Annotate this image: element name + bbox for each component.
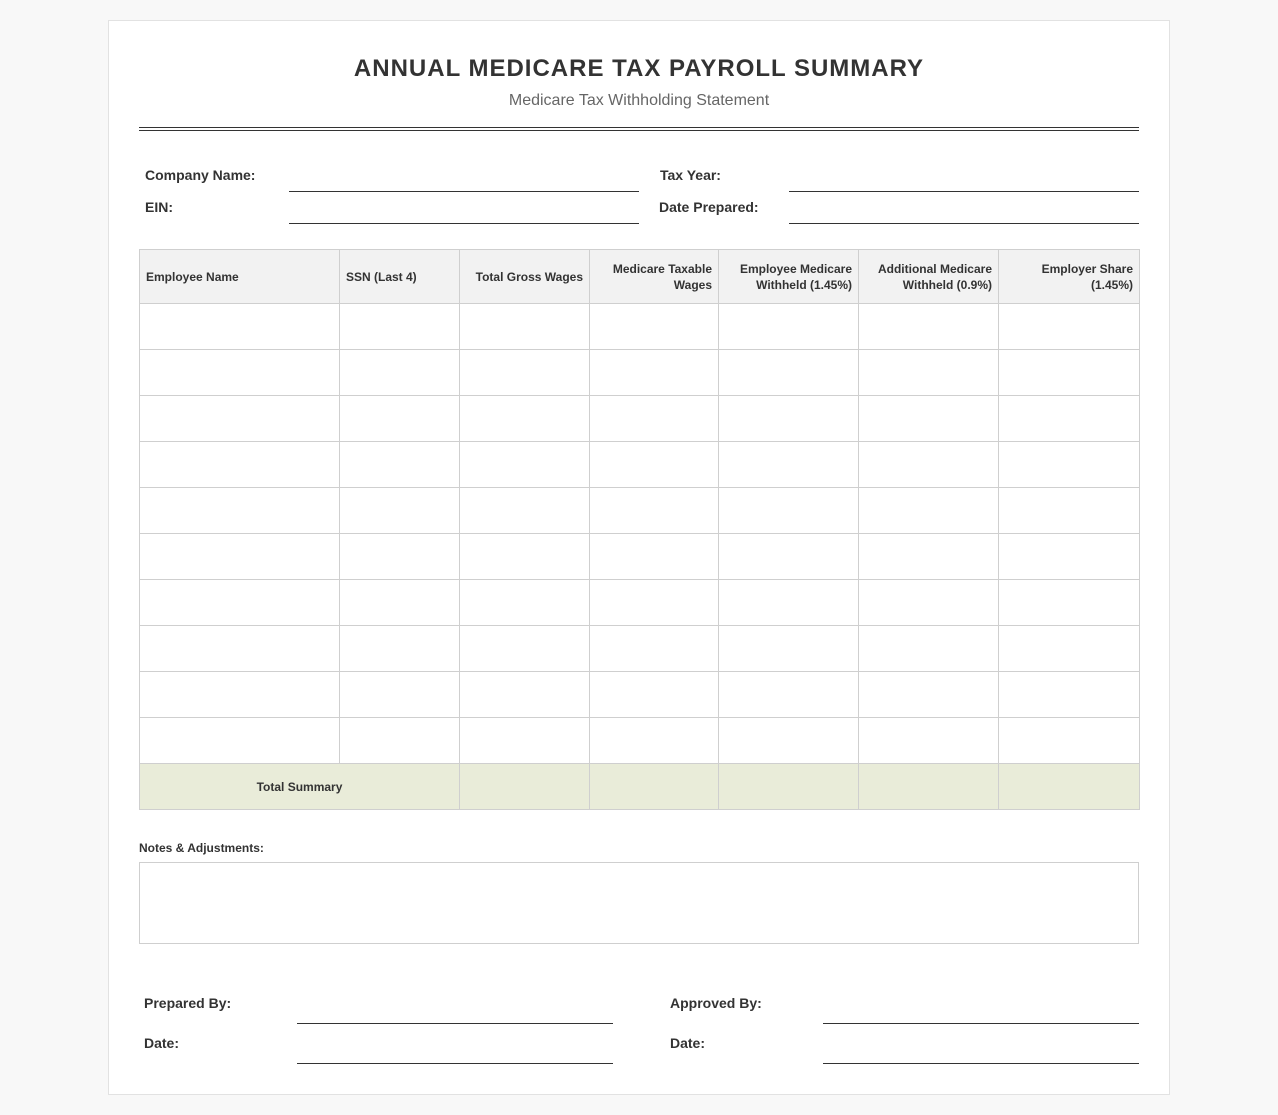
col-ssn-last-4: SSN (Last 4)	[340, 250, 460, 304]
table-row	[140, 626, 1140, 672]
total-summary-row	[140, 764, 1140, 810]
notes-box[interactable]	[139, 862, 1139, 944]
gross-wages-cell[interactable]	[460, 672, 590, 718]
ssn-cell[interactable]	[340, 718, 460, 764]
ein-label: EIN:	[145, 199, 173, 215]
employee-name-cell[interactable]	[140, 580, 340, 626]
prepared-by-label: Prepared By:	[144, 995, 232, 1011]
taxable-wages-cell[interactable]	[590, 304, 719, 350]
additional-medicare-cell[interactable]	[859, 442, 999, 488]
table-row	[140, 580, 1140, 626]
employer-share-cell[interactable]	[999, 350, 1140, 396]
employer-share-cell[interactable]	[999, 442, 1140, 488]
approved-by-label: Approved By:	[670, 995, 762, 1011]
additional-medicare-cell[interactable]	[859, 304, 999, 350]
page-title: ANNUAL MEDICARE TAX PAYROLL SUMMARY	[353, 55, 925, 82]
employee-name-cell[interactable]	[140, 442, 340, 488]
gross-wages-cell[interactable]	[460, 626, 590, 672]
taxable-wages-cell[interactable]	[590, 442, 719, 488]
col-employee-name: Employee Name	[140, 250, 340, 304]
col-employee-medicare-withheld: Employee Medicare Withheld (1.45%)	[719, 250, 859, 304]
taxable-wages-cell[interactable]	[590, 626, 719, 672]
employee-medicare-cell[interactable]	[719, 534, 859, 580]
col-additional-medicare-withheld: Additional Medicare Withheld (0.9%)	[859, 250, 999, 304]
employee-medicare-cell[interactable]	[719, 350, 859, 396]
taxable-wages-cell[interactable]	[590, 672, 719, 718]
page-subtitle: Medicare Tax Withholding Statement	[508, 92, 770, 109]
gross-wages-cell[interactable]	[460, 488, 590, 534]
ssn-cell[interactable]	[340, 442, 460, 488]
additional-medicare-cell[interactable]	[859, 718, 999, 764]
employee-name-cell[interactable]	[140, 396, 340, 442]
payroll-table	[139, 249, 1140, 810]
document-page	[108, 20, 1170, 1095]
prepared-date-field[interactable]	[297, 1063, 613, 1064]
ssn-cell[interactable]	[340, 580, 460, 626]
approved-date-field[interactable]	[823, 1063, 1139, 1064]
additional-medicare-cell[interactable]	[859, 672, 999, 718]
col-medicare-taxable-wages: Medicare Taxable Wages	[590, 250, 719, 304]
tax-year-field[interactable]	[789, 191, 1139, 192]
table-row	[140, 718, 1140, 764]
gross-wages-cell[interactable]	[460, 718, 590, 764]
ein-field[interactable]	[289, 223, 639, 224]
additional-medicare-cell[interactable]	[859, 488, 999, 534]
table-row	[140, 350, 1140, 396]
employee-medicare-cell[interactable]	[719, 304, 859, 350]
ssn-cell[interactable]	[340, 350, 460, 396]
table-row	[140, 488, 1140, 534]
taxable-wages-cell[interactable]	[590, 396, 719, 442]
ssn-cell[interactable]	[340, 534, 460, 580]
total-summary-label: Total Summary	[140, 764, 460, 810]
taxable-wages-cell[interactable]	[590, 580, 719, 626]
table-row	[140, 534, 1140, 580]
col-total-gross-wages: Total Gross Wages	[460, 250, 590, 304]
col-employer-share: Employer Share (1.45%)	[999, 250, 1140, 304]
gross-wages-cell[interactable]	[460, 580, 590, 626]
employee-name-cell[interactable]	[140, 672, 340, 718]
gross-wages-cell[interactable]	[460, 350, 590, 396]
employer-share-cell[interactable]	[999, 396, 1140, 442]
prepared-by-field[interactable]	[297, 1023, 613, 1024]
employee-medicare-cell[interactable]	[719, 442, 859, 488]
taxable-wages-cell[interactable]	[590, 350, 719, 396]
additional-medicare-cell[interactable]	[859, 626, 999, 672]
date-prepared-label: Date Prepared:	[659, 199, 759, 215]
employee-name-cell[interactable]	[140, 718, 340, 764]
ssn-cell[interactable]	[340, 672, 460, 718]
employee-name-cell[interactable]	[140, 488, 340, 534]
employer-share-cell[interactable]	[999, 304, 1140, 350]
employee-medicare-cell[interactable]	[719, 580, 859, 626]
employer-share-cell[interactable]	[999, 718, 1140, 764]
taxable-wages-cell[interactable]	[590, 488, 719, 534]
employee-name-cell[interactable]	[140, 304, 340, 350]
ssn-cell[interactable]	[340, 304, 460, 350]
total-gross-wages-cell[interactable]	[460, 764, 590, 810]
taxable-wages-cell[interactable]	[590, 534, 719, 580]
header-divider	[139, 127, 1139, 131]
total-employer-share-cell[interactable]	[999, 764, 1140, 810]
gross-wages-cell[interactable]	[460, 534, 590, 580]
approved-by-field[interactable]	[823, 1023, 1139, 1024]
additional-medicare-cell[interactable]	[859, 350, 999, 396]
date-prepared-field[interactable]	[789, 223, 1139, 224]
ssn-cell[interactable]	[340, 396, 460, 442]
table-row	[140, 672, 1140, 718]
employer-share-cell[interactable]	[999, 672, 1140, 718]
total-additional-medicare-cell[interactable]	[859, 764, 999, 810]
employer-share-cell[interactable]	[999, 534, 1140, 580]
tax-year-label: Tax Year:	[660, 167, 721, 183]
additional-medicare-cell[interactable]	[859, 580, 999, 626]
employer-share-cell[interactable]	[999, 626, 1140, 672]
employee-name-cell[interactable]	[140, 626, 340, 672]
table-row	[140, 304, 1140, 350]
employee-medicare-cell[interactable]	[719, 718, 859, 764]
gross-wages-cell[interactable]	[460, 304, 590, 350]
notes-label: Notes & Adjustments:	[139, 841, 264, 855]
table-row	[140, 396, 1140, 442]
company-name-field[interactable]	[289, 191, 639, 192]
gross-wages-cell[interactable]	[460, 396, 590, 442]
additional-medicare-cell[interactable]	[859, 396, 999, 442]
ssn-cell[interactable]	[340, 488, 460, 534]
employee-medicare-cell[interactable]	[719, 672, 859, 718]
gross-wages-cell[interactable]	[460, 442, 590, 488]
table-row	[140, 442, 1140, 488]
taxable-wages-cell[interactable]	[590, 718, 719, 764]
additional-medicare-cell[interactable]	[859, 534, 999, 580]
total-taxable-wages-cell[interactable]	[590, 764, 719, 810]
total-employee-medicare-cell[interactable]	[719, 764, 859, 810]
employee-medicare-cell[interactable]	[719, 626, 859, 672]
employee-medicare-cell[interactable]	[719, 396, 859, 442]
employee-name-cell[interactable]	[140, 534, 340, 580]
employer-share-cell[interactable]	[999, 580, 1140, 626]
employee-medicare-cell[interactable]	[719, 488, 859, 534]
table-header-row	[140, 250, 1140, 304]
company-name-label: Company Name:	[145, 167, 256, 183]
approved-date-label: Date:	[670, 1035, 706, 1051]
employee-name-cell[interactable]	[140, 350, 340, 396]
prepared-date-label: Date:	[144, 1035, 180, 1051]
ssn-cell[interactable]	[340, 626, 460, 672]
employer-share-cell[interactable]	[999, 488, 1140, 534]
